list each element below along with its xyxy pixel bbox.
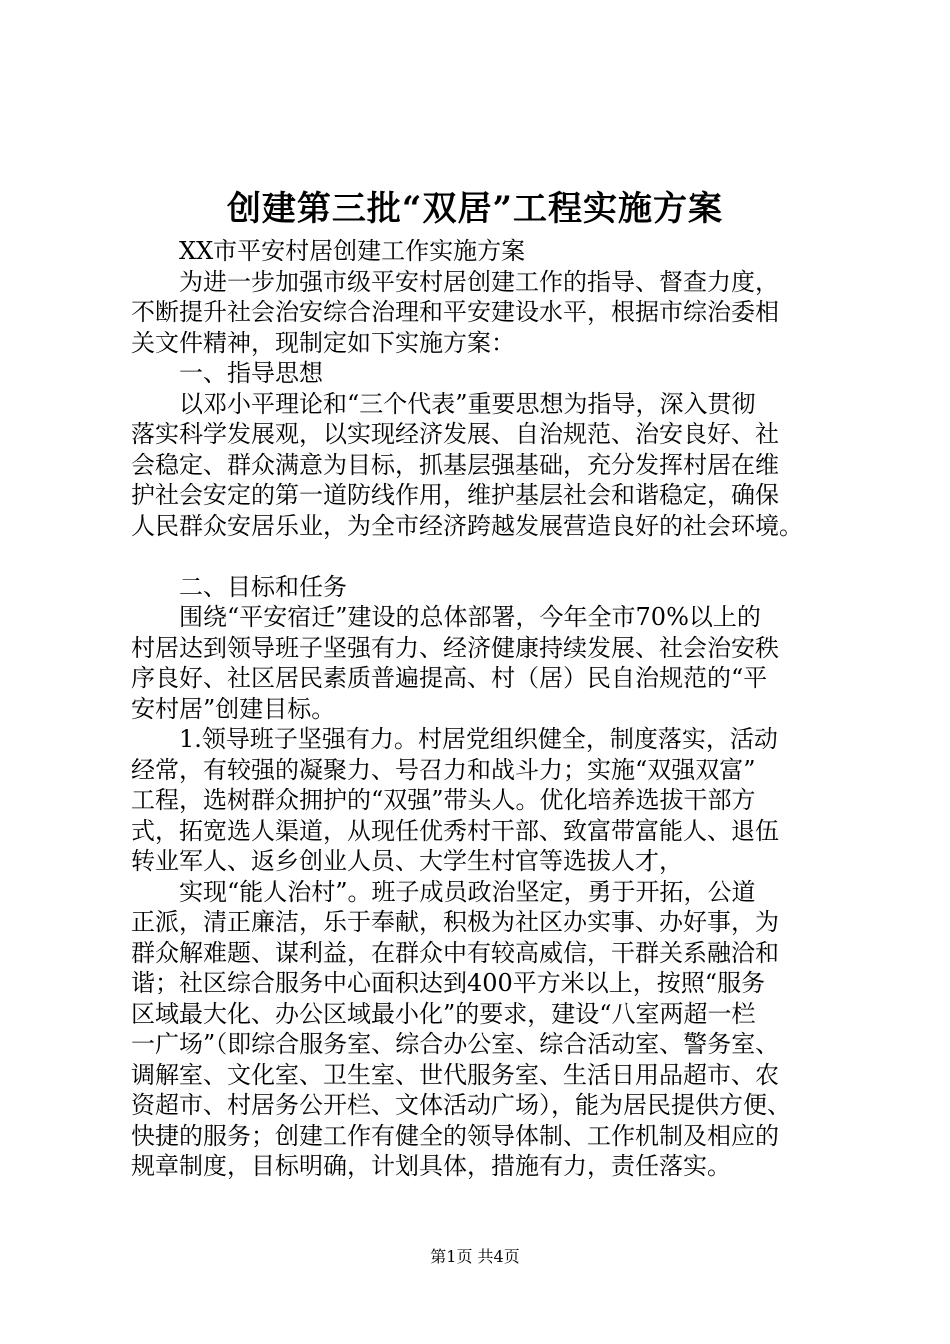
- document-body: [131, 236, 836, 1182]
- body-line: 式，拓宽选人渠道，从现任优秀村干部、致富带富能人、退伍: [131, 816, 779, 845]
- section-heading: 二、目标和任务: [131, 572, 347, 601]
- body-line: 人民群众安居乐业，为全市经济跨越发展营造良好的社会环境。: [131, 511, 803, 540]
- body-line: 为进一步加强市级平安村居创建工作的指导、督查力度，: [131, 267, 779, 296]
- body-line: 以邓小平理论和“三个代表”重要思想为指导，深入贯彻: [131, 389, 756, 418]
- body-line: 村居达到领导班子坚强有力、经济健康持续发展、社会治安秩: [131, 633, 779, 662]
- body-line: 1.领导班子坚强有力。村居党组织健全，制度落实，活动: [131, 725, 778, 753]
- body-line: 关文件精神，现制定如下实施方案：: [131, 328, 515, 357]
- body-line: 不断提升社会治安综合治理和平安建设水平，根据市综治委相: [131, 298, 779, 326]
- body-line: 转业军人、返乡创业人员、大学生村官等选拔人才，: [131, 847, 683, 875]
- body-line: 围绕“平安宿迁”建设的总体部署，今年全市70%以上的: [131, 603, 761, 631]
- body-line: 正派，清正廉洁，乐于奉献，积极为社区办实事、办好事，为: [131, 908, 779, 936]
- body-line: 经常，有较强的凝聚力、号召力和战斗力；实施“双强双富”: [131, 755, 756, 784]
- body-line: 护社会安定的第一道防线作用，维护基层社会和谐稳定，确保: [131, 481, 779, 509]
- body-line: 调解室、文化室、卫生室、世代服务室、生活日用品超市、农: [131, 1060, 779, 1089]
- body-line: 会稳定、群众满意为目标，抓基层强基础，充分发挥村居在维: [131, 450, 779, 479]
- blank-line: [131, 541, 836, 572]
- body-line: 群众解难题、谋利益，在群众中有较高威信，干群关系融洽和: [131, 938, 779, 967]
- body-line: 工程，选树群众拥护的“双强”带头人。优化培养选拔干部方: [131, 786, 756, 814]
- page-footer: 第1页 共4页: [430, 1247, 520, 1266]
- body-line: XX市平安村居创建工作实施方案: [131, 237, 526, 265]
- body-line: 资超市、村居务公开栏、文体活动广场），能为居民提供方便、: [131, 1091, 791, 1119]
- section-heading: 一、指导思想: [131, 359, 323, 387]
- body-line: 落实科学发展观，以实现经济发展、自治规范、治安良好、社: [131, 420, 779, 448]
- body-line: 规章制度，目标明确，计划具体，措施有力，责任落实。: [131, 1152, 731, 1180]
- body-line: 序良好、社区居民素质普遍提高、村（居）民自治规范的“平: [131, 664, 768, 692]
- body-line: 区域最大化、办公区域最小化”的要求，建设“八室两超一栏: [131, 999, 756, 1028]
- body-line: 一广场”（即综合服务室、综合办公室、综合活动室、警务室、: [131, 1030, 780, 1058]
- document-title: 创建第三批“双居”工程实施方案: [226, 189, 724, 229]
- body-line: 谐；社区综合服务中心面积达到400平方米以上，按照“服务: [131, 969, 766, 997]
- body-line: 实现“能人治村”。班子成员政治坚定，勇于开拓，公道: [131, 877, 756, 906]
- body-line: 快捷的服务；创建工作有健全的领导体制、工作机制及相应的: [131, 1121, 779, 1150]
- body-line: 安村居”创建目标。: [131, 694, 336, 723]
